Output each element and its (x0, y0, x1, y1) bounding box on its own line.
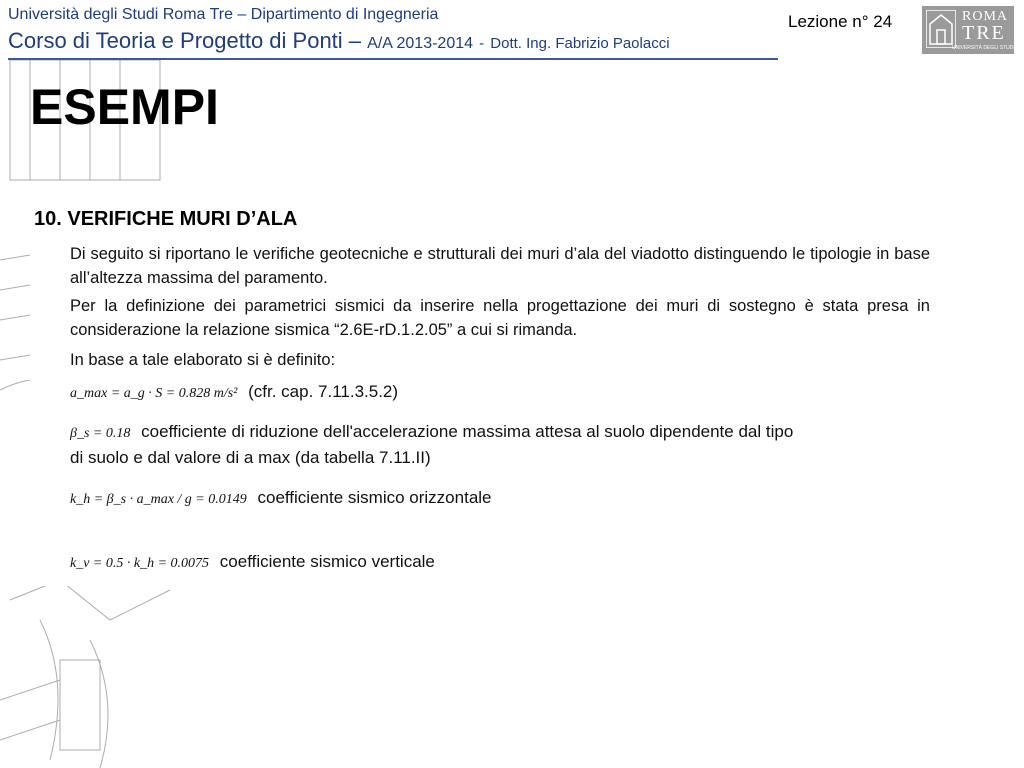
section-title: 10. VERIFICHE MURI D’ALA (34, 208, 298, 230)
header-divider (8, 58, 778, 60)
course-name: Corso di Teoria e Progetto di Ponti – (8, 28, 362, 53)
roma-tre-logo (922, 6, 1014, 54)
logo-tre: TRE (962, 22, 1006, 44)
kh-formula: k_h = β_s · a_max / g = 0.0149 (70, 492, 247, 507)
paragraph-intro: Di seguito si riportano le verifiche geotecniche e strutturali dei muri d’ala del viadotto distinguendo le tipologie in base all’altezza massima del paramento. (70, 245, 930, 287)
beta-formula: β_s = 0.18 (70, 426, 131, 441)
paragraph-seismic-params: Per la definizione dei parametrici sismici da inserire nella progettazione dei muri di sostegno è stata presa in considerazione la relazione sismica “2.6E-rD.1.2.05” a cui si rimanda. (70, 297, 930, 339)
header-separator: - (479, 35, 485, 52)
kh-description: coefficiente sismico orizzontale (257, 488, 492, 507)
teacher-name: Dott. Ing. Fabrizio Paolacci (490, 35, 670, 52)
amax-line (70, 382, 398, 402)
university-emblem-icon (926, 10, 956, 48)
beta-description: coefficiente di riduzione dell'accelerazione massima attesa al suolo dipendente dal tipo (141, 422, 794, 441)
document-excerpt (30, 186, 950, 586)
kv-formula: k_v = 0.5 · k_h = 0.0075 (70, 556, 210, 571)
lesson-value: 24 (873, 12, 893, 31)
lesson-number (788, 12, 892, 32)
header-university: Università degli Studi Roma Tre – Dipartimento di Ingegneria (8, 6, 439, 23)
amax-formula: a_max = a_g · S = 0.828 m/s² (70, 386, 238, 401)
beta-line (70, 422, 793, 442)
paragraph-definition: In base a tale elaborato si è definito: (70, 351, 336, 369)
logo-roma: ROMA (962, 9, 1009, 24)
academic-year: A/A 2013-2014 (367, 35, 474, 52)
lesson-label: Lezione n° (788, 12, 869, 31)
slide-title: ESEMPI (30, 79, 219, 135)
header-course-line (8, 28, 670, 54)
amax-reference: (cfr. cap. 7.11.3.5.2) (248, 382, 399, 401)
kh-line (70, 488, 492, 508)
kv-description: coefficiente sismico verticale (219, 552, 435, 571)
kv-line (70, 552, 435, 572)
logo-subtitle: UNIVERSITÀ DEGLI STUDI (952, 45, 1015, 51)
beta-line-2: di suolo e dal valore di a max (da tabella 7.11.II) (70, 448, 431, 467)
